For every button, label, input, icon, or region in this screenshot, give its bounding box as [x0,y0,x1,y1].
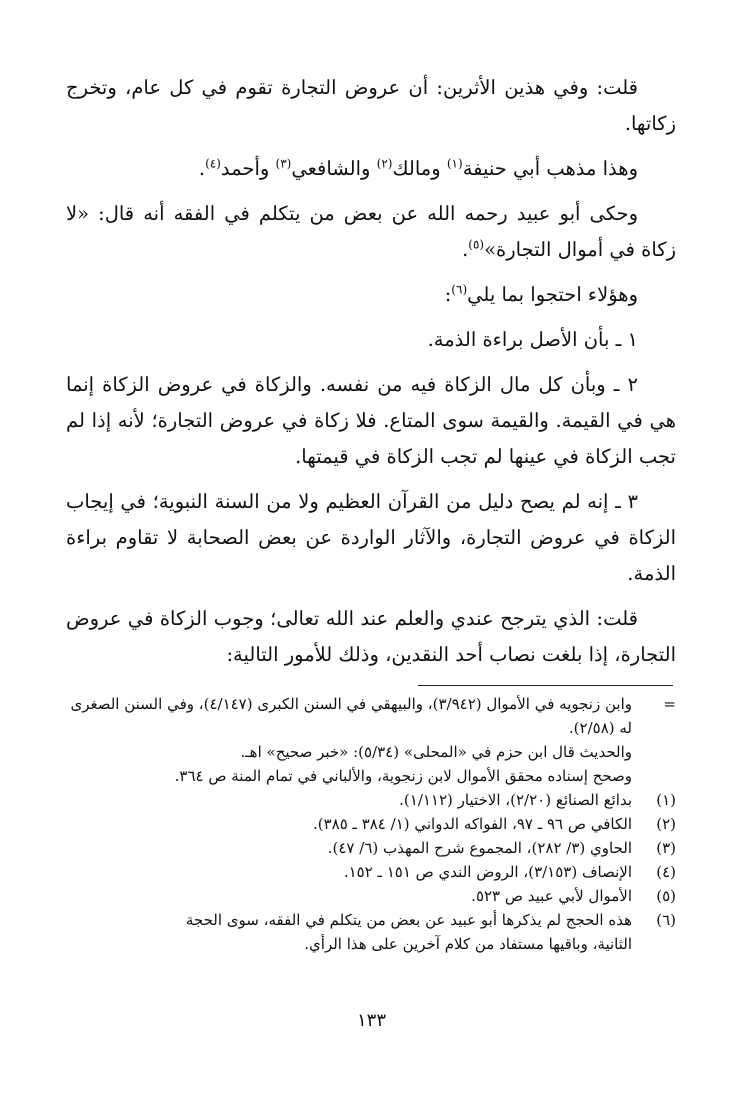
footnote-separator [418,685,673,686]
paragraph-1: قلت: وفي هذين الأثرين: أن عروض التجارة تقوم في كل عام، وتخرج زكاتها. [66,76,676,135]
paragraph-4-part-a: وهؤلاء احتجوا بما يلي [467,283,638,306]
footnote-1-number: (١) [656,791,676,809]
paragraph-3-part-a: وحكى أبو عبيد رحمه الله عن بعض من يتكلم في الفقه أنه قال: «لا زكاة في أموال التجارة» [66,202,676,261]
footnotes [66,692,676,956]
paragraph-5: قلت: الذي يترجح عندي والعلم عند الله تعالى؛ وجوب الزكاة في عروض التجارة، إذا بلغت نصاب أحد النقدين، وذلك للأمور التالية: [66,607,676,666]
list-item-3: ٣ ـ إنه لم يصح دليل من القرآن العظيم ولا من السنة النبوية؛ في إيجاب الزكاة في عروض التجارة، والآثار الواردة عن بعض الصحابة لا تقاوم براءة الذمة. [66,490,676,585]
footnote-continuation-line-1: وابن زنجويه في الأموال (٣/٩٤٢)، والبيهقي في السنن الكبرى (٤/١٤٧)، وفي السنن الصغرى له (٢/٥٨). [70,695,632,737]
footnote-4 [66,860,676,884]
footnote-continuation-line-2: والحديث قال ابن حزم في «المحلى» (٥/٣٤): «خبر صحيح» اهـ. [240,743,632,761]
paragraph-2-part-e: . [198,157,206,180]
paragraph-2-part-d: وأحمد [220,157,276,180]
footnote-2-text: الكافي ص ٩٦ ـ ٩٧، الفواكه الدواني (١/ ٣٨٤ ـ ٣٨٥). [312,815,632,833]
footnote-continuation-mark: = [663,695,676,713]
footnote-3-text: الحاوي (٣/ ٢٨٢)، المجموع شرح المهذب (٦/ ٤٧). [327,839,632,857]
footnote-1 [66,788,676,812]
footnote-5-number: (٥) [656,887,676,905]
list-item-1: ١ ـ بأن الأصل براءة الذمة. [427,328,638,351]
paragraph-3 [66,196,676,268]
footnote-2-number: (٢) [656,815,676,833]
footnote-4-number: (٤) [656,863,676,881]
footnote-ref-4: (٤) [205,156,221,171]
footnote-ref-5: (٥) [468,237,485,252]
footnote-2 [66,812,676,836]
footnote-3 [66,836,676,860]
footnote-ref-2: (٢) [376,156,393,171]
paragraph-2-part-b: ومالك [392,157,447,180]
footnote-continuation [66,692,676,788]
footnote-5-text: الأموال لأبي عبيد ص ٥٢٣. [471,887,632,905]
footnote-ref-6: (٦) [451,282,468,297]
paragraph-2-part-c: والشافعي [291,157,377,180]
footnote-6-line-2: الثانية، وباقيها مستفاد من كلام آخرين على هذا الرأي. [304,935,632,953]
footnote-4-text: الإنصاف (٣/١٥٣)، الروض الندي ص ١٥١ ـ ١٥٢. [343,863,632,881]
paragraph-4 [66,277,676,313]
main-text [66,70,676,682]
footnote-6-line-1: هذه الحجج لم يذكرها أبو عبيد عن بعض من يتكلم في الفقه، سوى الحجة [185,911,632,929]
footnote-ref-1: (١) [446,156,463,171]
footnote-3-number: (٣) [656,839,676,857]
footnote-ref-3: (٣) [275,156,292,171]
footnote-6 [66,908,676,956]
footnote-5 [66,884,676,908]
paragraph-2-part-a: وهذا مذهب أبي حنيفة [462,157,638,180]
footnote-6-number: (٦) [656,911,676,929]
paragraph-4-part-b: : [444,283,452,306]
footnote-continuation-line-3: وصحح إسناده محقق الأموال لابن زنجوية، والألباني في تمام المنة ص ٣٦٤. [174,767,632,785]
page-number: ١٣٣ [356,1010,386,1031]
paragraph-2 [66,151,676,187]
footnote-1-text: بدائع الصنائع (٢/٢٠)، الاختيار (١/١١٢). [399,791,632,809]
paragraph-3-part-b: . [462,238,469,261]
list-item-2: ٢ ـ وبأن كل مال الزكاة فيه من نفسه. والزكاة في عروض الزكاة إنما هي في القيمة. والقيمة سوى المتاع. فلا زكاة في عروض التجارة؛ لأنه إذا لم تجب الزكاة في عينها لم تجب الزكاة في قيمتها. [66,373,676,468]
